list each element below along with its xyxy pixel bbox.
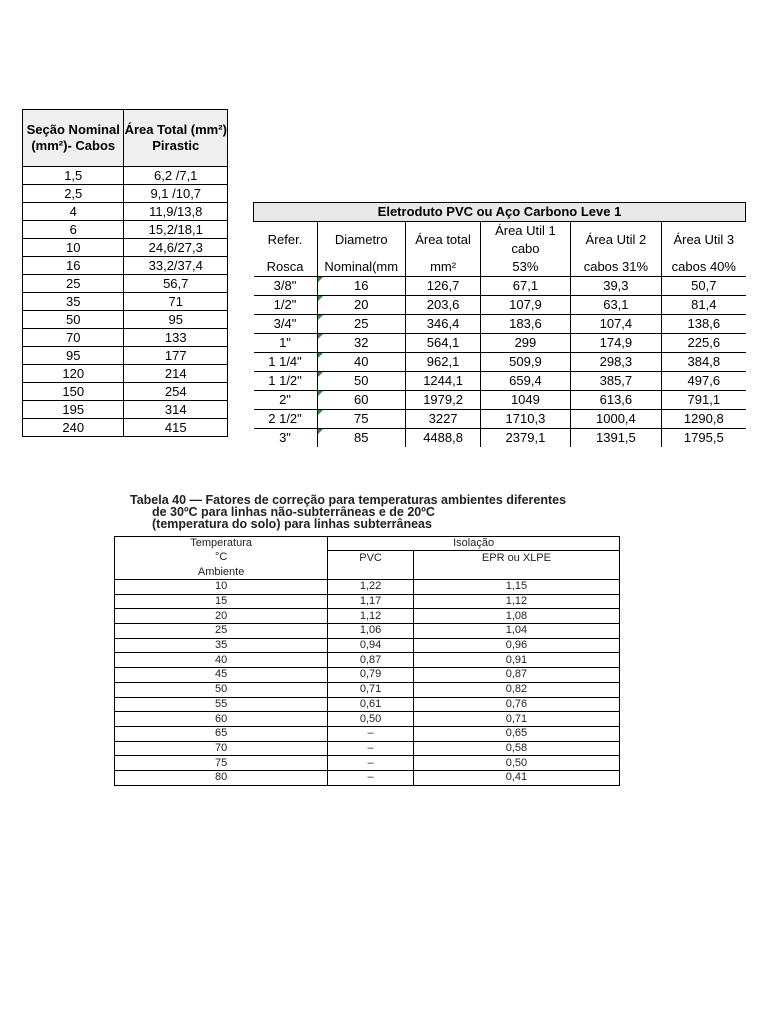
temperature-cell: 40 bbox=[115, 653, 328, 668]
cable-section-cell: 6 bbox=[23, 221, 124, 239]
conduit-cell-value: 299 bbox=[514, 335, 537, 350]
conduit-header-cell: Rosca bbox=[254, 258, 318, 277]
conduit-cell bbox=[570, 315, 661, 334]
table-row bbox=[23, 275, 228, 293]
conduit-cell-value: 16 bbox=[354, 278, 369, 293]
epr-factor-cell: 1,12 bbox=[413, 594, 619, 609]
cable-area-cell: 24,6/27,3 bbox=[124, 239, 228, 257]
table-row bbox=[254, 391, 746, 410]
conduit-cell-value: 63,1 bbox=[603, 297, 629, 312]
cable-area-cell: 177 bbox=[124, 347, 228, 365]
conduit-cell-value: 107,9 bbox=[509, 297, 542, 312]
epr-factor-cell: 0,91 bbox=[413, 653, 619, 668]
cable-area-cell: 254 bbox=[124, 383, 228, 401]
conduit-cell bbox=[254, 429, 318, 448]
conduit-cell-value: 1 1/2" bbox=[268, 373, 302, 388]
table-row bbox=[23, 167, 228, 185]
conduit-cell bbox=[570, 429, 661, 448]
conduit-cell bbox=[254, 353, 318, 372]
conduit-cell bbox=[570, 334, 661, 353]
conduit-cell-value: 126,7 bbox=[426, 278, 460, 293]
epr-header: EPR ou XLPE bbox=[481, 551, 551, 564]
cable-section-cell: 1,5 bbox=[23, 167, 124, 185]
conduit-cell bbox=[570, 277, 661, 296]
pvc-header: PVC bbox=[328, 551, 414, 566]
epr-factor-cell: 0,96 bbox=[413, 638, 619, 653]
conduit-cell-value: 1" bbox=[279, 335, 291, 350]
table-row bbox=[254, 277, 746, 296]
temperature-cell: 15 bbox=[115, 594, 328, 609]
cable-section-cell: 150 bbox=[23, 383, 124, 401]
temperature-cell: 45 bbox=[115, 668, 328, 683]
cell-note-indicator-icon bbox=[318, 410, 323, 415]
cable-section-cell: 16 bbox=[23, 257, 124, 275]
temp-header-1: Temperatura bbox=[115, 537, 328, 551]
conduit-cell-value: 40 bbox=[354, 354, 369, 369]
table-row bbox=[115, 594, 620, 609]
conduit-cell-value: 225,6 bbox=[687, 335, 721, 350]
conduit-cell bbox=[481, 315, 570, 334]
pvc-factor-cell: – bbox=[328, 756, 414, 771]
conduit-cell-value: 962,1 bbox=[426, 354, 460, 369]
conduit-cell bbox=[481, 372, 570, 391]
conduit-cell bbox=[317, 353, 405, 372]
temperature-cell: 75 bbox=[115, 756, 328, 771]
conduit-cell bbox=[405, 410, 480, 429]
table-row bbox=[115, 770, 620, 785]
conduit-cell-value: 3/8" bbox=[273, 278, 297, 293]
epr-factor-cell: 0,76 bbox=[413, 697, 619, 712]
pvc-factor-cell: 1,12 bbox=[328, 609, 414, 624]
table-row bbox=[23, 293, 228, 311]
conduit-cell bbox=[254, 372, 318, 391]
cable-area-cell: 33,2/37,4 bbox=[124, 257, 228, 275]
epr-factor-cell: 0,71 bbox=[413, 712, 619, 727]
conduit-cell bbox=[254, 277, 318, 296]
conduit-header-cell: Área Util 1 cabo bbox=[481, 222, 570, 259]
conduit-cell bbox=[481, 410, 570, 429]
conduit-header-row-2 bbox=[254, 258, 746, 277]
correction-title-line-2: de 30ºC para linhas não-subterrâneas e de 20ºC bbox=[152, 505, 435, 519]
conduit-cell bbox=[254, 296, 318, 315]
conduit-cell-value: 4488,8 bbox=[423, 430, 463, 445]
conduit-cell-value: 183,6 bbox=[509, 316, 542, 331]
cable-area-cell: 15,2/18,1 bbox=[124, 221, 228, 239]
table-row bbox=[23, 401, 228, 419]
table-row bbox=[23, 329, 228, 347]
epr-factor-cell: 0,82 bbox=[413, 682, 619, 697]
conduit-cell-value: 2" bbox=[279, 392, 291, 407]
isolation-header: Isolação bbox=[328, 537, 620, 551]
conduit-cell-value: 75 bbox=[354, 411, 369, 426]
conduit-cell bbox=[405, 372, 480, 391]
cable-section-cell: 2,5 bbox=[23, 185, 124, 203]
pvc-factor-cell: 0,94 bbox=[328, 638, 414, 653]
conduit-table-title: Eletroduto PVC ou Aço Carbono Leve 1 bbox=[254, 203, 746, 222]
epr-factor-cell: 0,50 bbox=[413, 756, 619, 771]
temperature-cell: 20 bbox=[115, 609, 328, 624]
epr-factor-cell: 1,08 bbox=[413, 609, 619, 624]
temperature-cell: 25 bbox=[115, 624, 328, 639]
conduit-cell-value: 1979,2 bbox=[423, 392, 463, 407]
table-row bbox=[23, 311, 228, 329]
cell-note-indicator-icon bbox=[318, 277, 323, 282]
conduit-cell bbox=[481, 277, 570, 296]
table-row bbox=[115, 697, 620, 712]
conduit-cell-value: 346,4 bbox=[426, 316, 460, 331]
cell-note-indicator-icon bbox=[318, 296, 323, 301]
conduit-cell bbox=[405, 315, 480, 334]
pvc-factor-cell: 0,79 bbox=[328, 668, 414, 683]
conduit-cell-value: 1710,3 bbox=[505, 411, 546, 426]
conduit-cell-value: 85 bbox=[354, 430, 369, 445]
table-row bbox=[23, 203, 228, 221]
conduit-cell-value: 298,3 bbox=[599, 354, 633, 369]
table-row bbox=[115, 580, 620, 595]
pvc-factor-cell: 0,71 bbox=[328, 682, 414, 697]
conduit-cell bbox=[254, 334, 318, 353]
epr-factor-cell: 1,15 bbox=[413, 580, 619, 595]
temp-header-2: °C bbox=[115, 551, 328, 566]
conduit-cell-value: 384,8 bbox=[687, 354, 721, 369]
conduit-cell-value: 497,6 bbox=[687, 373, 721, 388]
conduit-header-cell: Área total bbox=[405, 222, 480, 259]
conduit-cell bbox=[570, 391, 661, 410]
conduit-cell bbox=[254, 391, 318, 410]
cable-section-cell: 95 bbox=[23, 347, 124, 365]
conduit-cell-value: 1/2" bbox=[273, 297, 297, 312]
conduit-cell bbox=[405, 334, 480, 353]
table-row bbox=[23, 239, 228, 257]
conduit-cell-value: 385,7 bbox=[599, 373, 633, 388]
conduit-cell-value: 791,1 bbox=[687, 392, 721, 407]
temperature-cell: 80 bbox=[115, 770, 328, 785]
pvc-factor-cell: 0,50 bbox=[328, 712, 414, 727]
conduit-cell-value: 1000,4 bbox=[596, 411, 636, 426]
cable-section-cell: 35 bbox=[23, 293, 124, 311]
conduit-header-cell: cabos 40% bbox=[662, 258, 746, 277]
correction-table-body bbox=[115, 580, 620, 786]
conduit-cell-value: 50 bbox=[354, 373, 369, 388]
table-row bbox=[115, 756, 620, 771]
pvc-factor-cell: 1,06 bbox=[328, 624, 414, 639]
conduit-header-cell: Diametro bbox=[317, 222, 405, 259]
table-row bbox=[254, 353, 746, 372]
conduit-cell-value: 203,6 bbox=[426, 297, 460, 312]
epr-factor-cell: 0,58 bbox=[413, 741, 619, 756]
conduit-cell bbox=[570, 296, 661, 315]
conduit-cell-value: 2379,1 bbox=[505, 430, 546, 445]
conduit-cell bbox=[570, 410, 661, 429]
cable-area-cell: 314 bbox=[124, 401, 228, 419]
correction-title-line-1: Tabela 40 — Fatores de correção para temperaturas ambientes diferentes bbox=[130, 493, 567, 507]
conduit-header-cell: Área Util 2 bbox=[570, 222, 661, 259]
conduit-cell-value: 20 bbox=[354, 297, 369, 312]
conduit-table bbox=[253, 202, 746, 447]
temperature-cell: 70 bbox=[115, 741, 328, 756]
cable-area-cell: 133 bbox=[124, 329, 228, 347]
conduit-cell bbox=[662, 391, 746, 410]
cable-section-table bbox=[22, 109, 228, 437]
table-row bbox=[115, 712, 620, 727]
cable-area-cell: 11,9/13,8 bbox=[124, 203, 228, 221]
conduit-cell-value: 1795,5 bbox=[683, 430, 724, 445]
pvc-factor-cell: 1,17 bbox=[328, 594, 414, 609]
temp-header-3: Ambiente bbox=[115, 565, 328, 580]
conduit-cell bbox=[481, 429, 570, 448]
epr-factor-cell: 0,41 bbox=[413, 770, 619, 785]
epr-factor-cell: 0,65 bbox=[413, 726, 619, 741]
conduit-cell-value: 2 1/2" bbox=[268, 411, 302, 426]
cable-area-cell: 6,2 /7,1 bbox=[124, 167, 228, 185]
temperature-cell: 65 bbox=[115, 726, 328, 741]
table-row bbox=[23, 419, 228, 437]
cell-note-indicator-icon bbox=[318, 429, 323, 434]
conduit-cell bbox=[481, 391, 570, 410]
table-row bbox=[254, 372, 746, 391]
conduit-cell-value: 174,9 bbox=[599, 335, 633, 350]
conduit-cell bbox=[317, 315, 405, 334]
conduit-cell-value: 50,7 bbox=[691, 278, 717, 293]
conduit-cell-value: 1391,5 bbox=[596, 430, 636, 445]
conduit-cell bbox=[317, 372, 405, 391]
conduit-cell bbox=[662, 277, 746, 296]
conduit-cell-value: 3" bbox=[279, 430, 291, 445]
conduit-header-cell: mm² bbox=[405, 258, 480, 277]
cable-section-cell: 50 bbox=[23, 311, 124, 329]
conduit-cell bbox=[662, 429, 746, 448]
conduit-header-cell: cabos 31% bbox=[570, 258, 661, 277]
conduit-cell-value: 613,6 bbox=[599, 392, 633, 407]
conduit-cell-value: 138,6 bbox=[687, 316, 721, 331]
conduit-header-cell: Refer. bbox=[254, 222, 318, 259]
cable-table-body bbox=[23, 167, 228, 437]
conduit-cell-value: 564,1 bbox=[426, 335, 460, 350]
conduit-cell bbox=[662, 296, 746, 315]
correction-title-line-3: (temperatura do solo) para linhas subterrâneas bbox=[152, 517, 432, 531]
pvc-factor-cell: – bbox=[328, 770, 414, 785]
cable-section-cell: 195 bbox=[23, 401, 124, 419]
conduit-cell bbox=[317, 334, 405, 353]
cable-header-area: Área Total (mm²) Pirastic bbox=[124, 110, 228, 167]
cable-area-cell: 56,7 bbox=[124, 275, 228, 293]
conduit-header-cell: Nominal(mm bbox=[317, 258, 405, 277]
cell-note-indicator-icon bbox=[318, 353, 323, 358]
conduit-cell bbox=[254, 315, 318, 334]
conduit-cell bbox=[662, 315, 746, 334]
cell-note-indicator-icon bbox=[318, 372, 323, 377]
table-row bbox=[254, 315, 746, 334]
conduit-header-cell: 53% bbox=[481, 258, 570, 277]
table-row bbox=[23, 365, 228, 383]
conduit-cell-value: 39,3 bbox=[603, 278, 629, 293]
temperature-cell: 35 bbox=[115, 638, 328, 653]
conduit-cell bbox=[570, 372, 661, 391]
conduit-header-row-1 bbox=[254, 222, 746, 259]
conduit-cell-value: 1290,8 bbox=[683, 411, 724, 426]
conduit-cell bbox=[570, 353, 661, 372]
cable-section-cell: 10 bbox=[23, 239, 124, 257]
cable-section-cell: 70 bbox=[23, 329, 124, 347]
conduit-cell bbox=[481, 353, 570, 372]
temperature-cell: 55 bbox=[115, 697, 328, 712]
table-row bbox=[115, 624, 620, 639]
conduit-cell bbox=[405, 391, 480, 410]
conduit-cell bbox=[481, 334, 570, 353]
cable-area-cell: 9,1 /10,7 bbox=[124, 185, 228, 203]
cable-section-cell: 240 bbox=[23, 419, 124, 437]
cable-section-cell: 25 bbox=[23, 275, 124, 293]
conduit-cell-value: 81,4 bbox=[691, 297, 717, 312]
conduit-cell bbox=[317, 410, 405, 429]
conduit-cell-value: 1 1/4" bbox=[268, 354, 302, 369]
cell-note-indicator-icon bbox=[318, 391, 323, 396]
conduit-cell bbox=[254, 410, 318, 429]
correction-factor-table bbox=[114, 536, 620, 786]
table-row bbox=[115, 653, 620, 668]
cable-section-cell: 120 bbox=[23, 365, 124, 383]
conduit-cell-value: 3227 bbox=[428, 411, 458, 426]
pvc-factor-cell: 0,87 bbox=[328, 653, 414, 668]
pvc-factor-cell: – bbox=[328, 741, 414, 756]
table-row bbox=[254, 429, 746, 448]
epr-factor-cell: 1,04 bbox=[413, 624, 619, 639]
cell-note-indicator-icon bbox=[318, 315, 323, 320]
correction-table-title bbox=[130, 494, 630, 530]
conduit-cell bbox=[405, 296, 480, 315]
table-row bbox=[23, 257, 228, 275]
table-row bbox=[115, 741, 620, 756]
cable-header-section: Seção Nominal (mm²)- Cabos bbox=[23, 110, 124, 167]
table-row bbox=[254, 410, 746, 429]
table-row bbox=[254, 296, 746, 315]
conduit-cell bbox=[662, 410, 746, 429]
conduit-cell-value: 659,4 bbox=[509, 373, 542, 388]
cable-area-cell: 214 bbox=[124, 365, 228, 383]
conduit-cell-value: 1244,1 bbox=[423, 373, 463, 388]
conduit-cell-value: 1049 bbox=[510, 392, 540, 407]
conduit-cell bbox=[317, 296, 405, 315]
conduit-table-body bbox=[254, 277, 746, 448]
conduit-cell-value: 107,4 bbox=[599, 316, 633, 331]
pvc-factor-cell: 1,22 bbox=[328, 580, 414, 595]
conduit-cell bbox=[405, 353, 480, 372]
pvc-header-spacer bbox=[328, 565, 414, 580]
cable-area-cell: 415 bbox=[124, 419, 228, 437]
epr-header-spacer bbox=[413, 565, 619, 580]
conduit-cell-value: 509,9 bbox=[509, 354, 542, 369]
table-row bbox=[23, 185, 228, 203]
conduit-cell bbox=[662, 353, 746, 372]
table-row bbox=[115, 682, 620, 697]
conduit-cell bbox=[662, 372, 746, 391]
pvc-factor-cell: – bbox=[328, 726, 414, 741]
pvc-factor-cell: 0,61 bbox=[328, 697, 414, 712]
conduit-cell bbox=[317, 429, 405, 448]
conduit-cell-value: 60 bbox=[354, 392, 369, 407]
temperature-cell: 50 bbox=[115, 682, 328, 697]
cable-area-cell: 71 bbox=[124, 293, 228, 311]
table-row bbox=[115, 726, 620, 741]
table-row bbox=[115, 609, 620, 624]
table-row bbox=[115, 668, 620, 683]
table-row bbox=[254, 334, 746, 353]
conduit-cell bbox=[405, 429, 480, 448]
cable-section-cell: 4 bbox=[23, 203, 124, 221]
conduit-cell bbox=[317, 391, 405, 410]
conduit-cell-value: 67,1 bbox=[512, 278, 539, 293]
conduit-cell bbox=[317, 277, 405, 296]
conduit-cell bbox=[662, 334, 746, 353]
conduit-cell-value: 3/4" bbox=[273, 316, 297, 331]
cable-area-cell: 95 bbox=[124, 311, 228, 329]
table-row bbox=[23, 221, 228, 239]
table-row bbox=[23, 383, 228, 401]
conduit-header-cell: Área Util 3 bbox=[662, 222, 746, 259]
temperature-cell: 10 bbox=[115, 580, 328, 595]
table-row bbox=[115, 638, 620, 653]
conduit-cell-value: 25 bbox=[354, 316, 369, 331]
table-row bbox=[23, 347, 228, 365]
conduit-cell-value: 32 bbox=[354, 335, 369, 350]
cell-note-indicator-icon bbox=[318, 334, 323, 339]
epr-factor-cell: 0,87 bbox=[413, 668, 619, 683]
temperature-cell: 60 bbox=[115, 712, 328, 727]
conduit-cell bbox=[405, 277, 480, 296]
conduit-cell bbox=[481, 296, 570, 315]
